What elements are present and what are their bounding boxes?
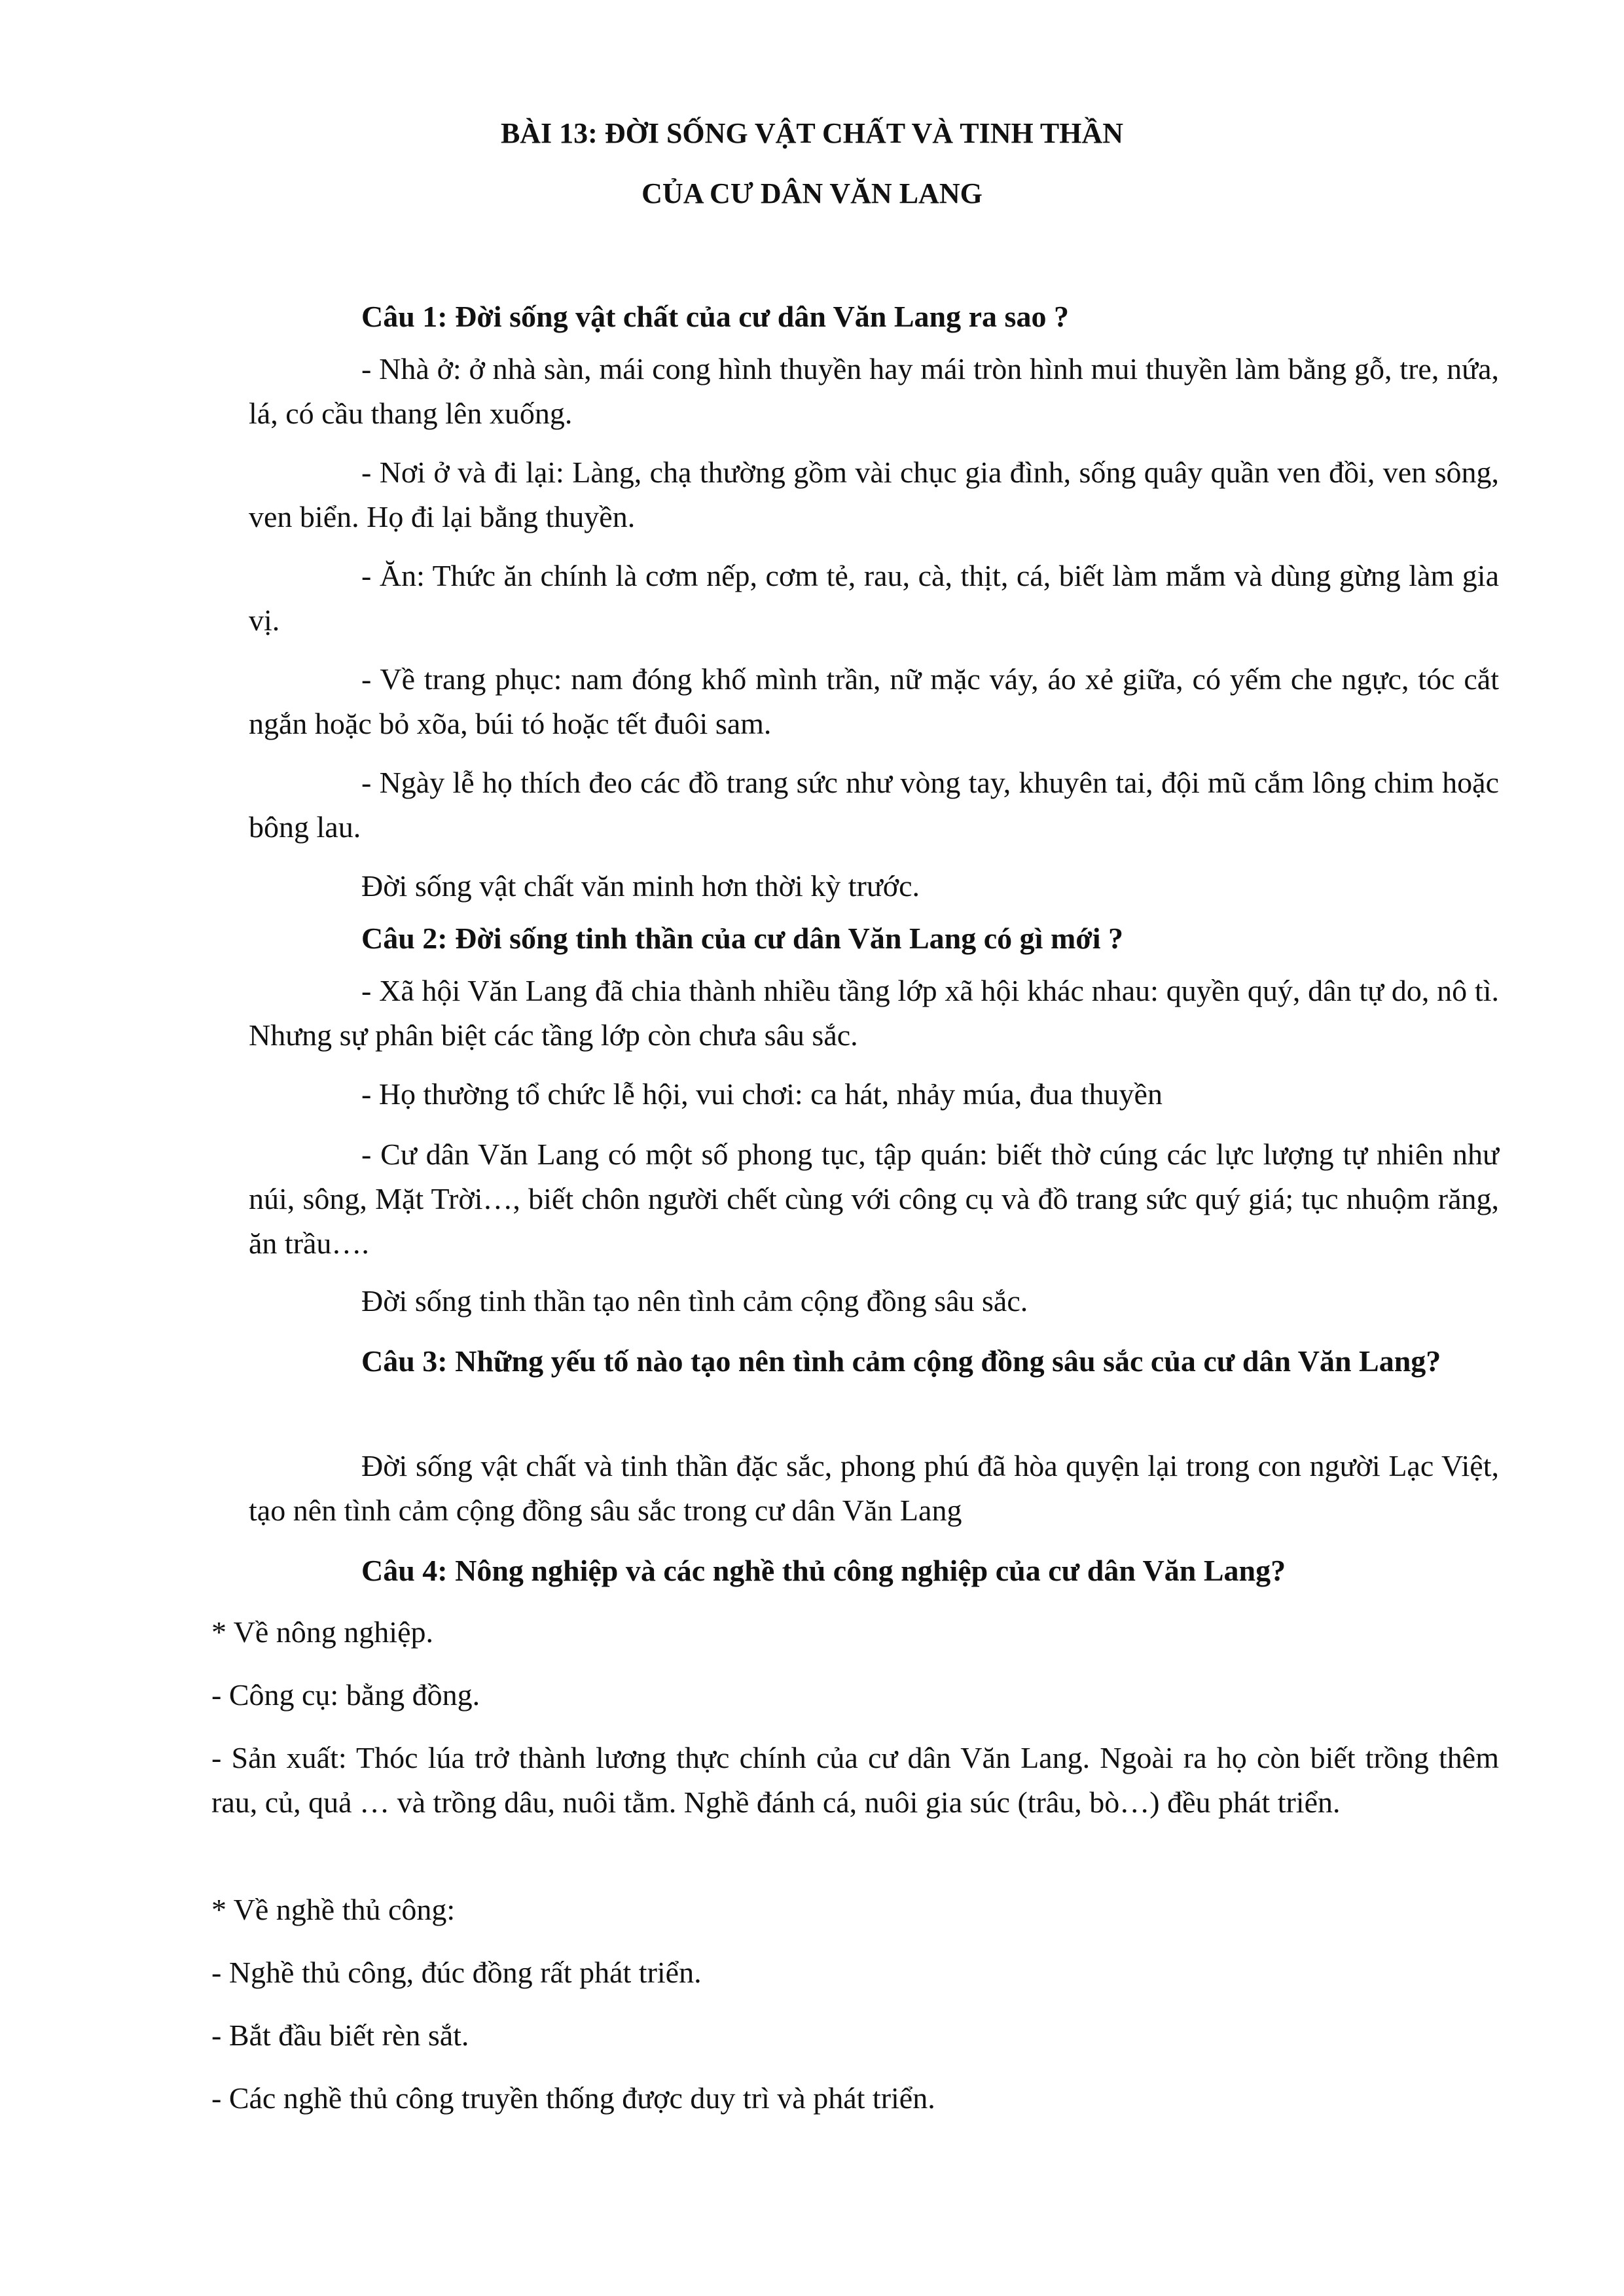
agriculture-production: - Sản xuất: Thóc lúa trở thành lương thực chính của cư dân Văn Lang. Ngoài ra họ còn biết trồng thêm rau, củ, quả … và trồng dâu, nuôi tằm. Nghề đánh cá, nuôi gia súc (trâu, bò…) đều phát triển. [211, 1741, 1499, 1819]
q1-conclusion: Đời sống vật chất văn minh hơn thời kỳ trước. [361, 869, 920, 903]
q2-paragraph-festivals: - Họ thường tổ chức lễ hội, vui chơi: ca hát, nhảy múa, đua thuyền [361, 1077, 1163, 1111]
q1-paragraph-living: - Nơi ở và đi lại: Làng, chạ thường gồm vài chục gia đình, sống quây quần ven đồi, ven sông, ven biển. Họ đi lại bằng thuyền. [249, 456, 1499, 533]
question-2-heading: Câu 2: Đời sống tinh thần của cư dân Văn Lang có gì mới ? [361, 922, 1124, 955]
crafts-iron: - Bắt đầu biết rèn sắt. [211, 2018, 469, 2052]
crafts-traditional: - Các nghề thủ công truyền thống được duy trì và phát triển. [211, 2081, 935, 2115]
q1-paragraph-clothing: - Về trang phục: nam đóng khố mình trần, nữ mặc váy, áo xẻ giữa, có yếm che ngực, tóc cắt ngắn hoặc bỏ xõa, búi tó hoặc tết đuôi sam. [249, 662, 1499, 740]
q2-conclusion: Đời sống tinh thần tạo nên tình cảm cộng đồng sâu sắc. [361, 1284, 1028, 1318]
crafts-bronze: - Nghề thủ công, đúc đồng rất phát triển. [211, 1956, 702, 1989]
q3-paragraph: Đời sống vật chất và tinh thần đặc sắc, phong phú đã hòa quyện lại trong con người Lạc Việt, tạo nên tình cảm cộng đồng sâu sắc trong cư dân Văn Lang [249, 1449, 1499, 1527]
question-1-heading: Câu 1: Đời sống vật chất của cư dân Văn Lang ra sao ? [361, 300, 1069, 333]
title-line-1: BÀI 13: ĐỜI SỐNG VẬT CHẤT VÀ TINH THẦN [500, 117, 1124, 149]
question-4-heading: Câu 4: Nông nghiệp và các nghề thủ công nghiệp của cư dân Văn Lang? [361, 1554, 1286, 1587]
q2-paragraph-customs: - Cư dân Văn Lang có một số phong tục, tập quán: biết thờ cúng các lực lượng tự nhiên như núi, sông, Mặt Trời…, biết chôn người chết cùng với công cụ và đồ trang sức quý giá; tục nhuộm răng, ăn trầu…. [249, 1138, 1499, 1260]
agriculture-tools: - Công cụ: bằng đồng. [211, 1678, 480, 1712]
q2-paragraph-society: - Xã hội Văn Lang đã chia thành nhiều tầng lớp xã hội khác nhau: quyền quý, dân tự do, nô tì. Nhưng sự phân biệt các tầng lớp còn chưa sâu sắc. [249, 974, 1499, 1052]
q1-paragraph-housing: - Nhà ở: ở nhà sàn, mái cong hình thuyền hay mái tròn hình mui thuyền làm bằng gỗ, tre, nứa, lá, có cầu thang lên xuống. [249, 352, 1499, 430]
agriculture-heading: * Về nông nghiệp. [211, 1615, 434, 1649]
q1-paragraph-festival: - Ngày lễ họ thích đeo các đồ trang sức như vòng tay, khuyên tai, đội mũ cắm lông chim hoặc bông lau. [249, 766, 1499, 844]
crafts-heading: * Về nghề thủ công: [211, 1893, 456, 1926]
question-3-heading: Câu 3: Những yếu tố nào tạo nên tình cảm cộng đồng sâu sắc của cư dân Văn Lang? [361, 1344, 1441, 1378]
title-line-2: CỦA CƯ DÂN VĂN LANG [641, 177, 983, 209]
q1-paragraph-food: - Ăn: Thức ăn chính là cơm nếp, cơm tẻ, rau, cà, thịt, cá, biết làm mắm và dùng gừng làm gia vị. [249, 559, 1499, 637]
